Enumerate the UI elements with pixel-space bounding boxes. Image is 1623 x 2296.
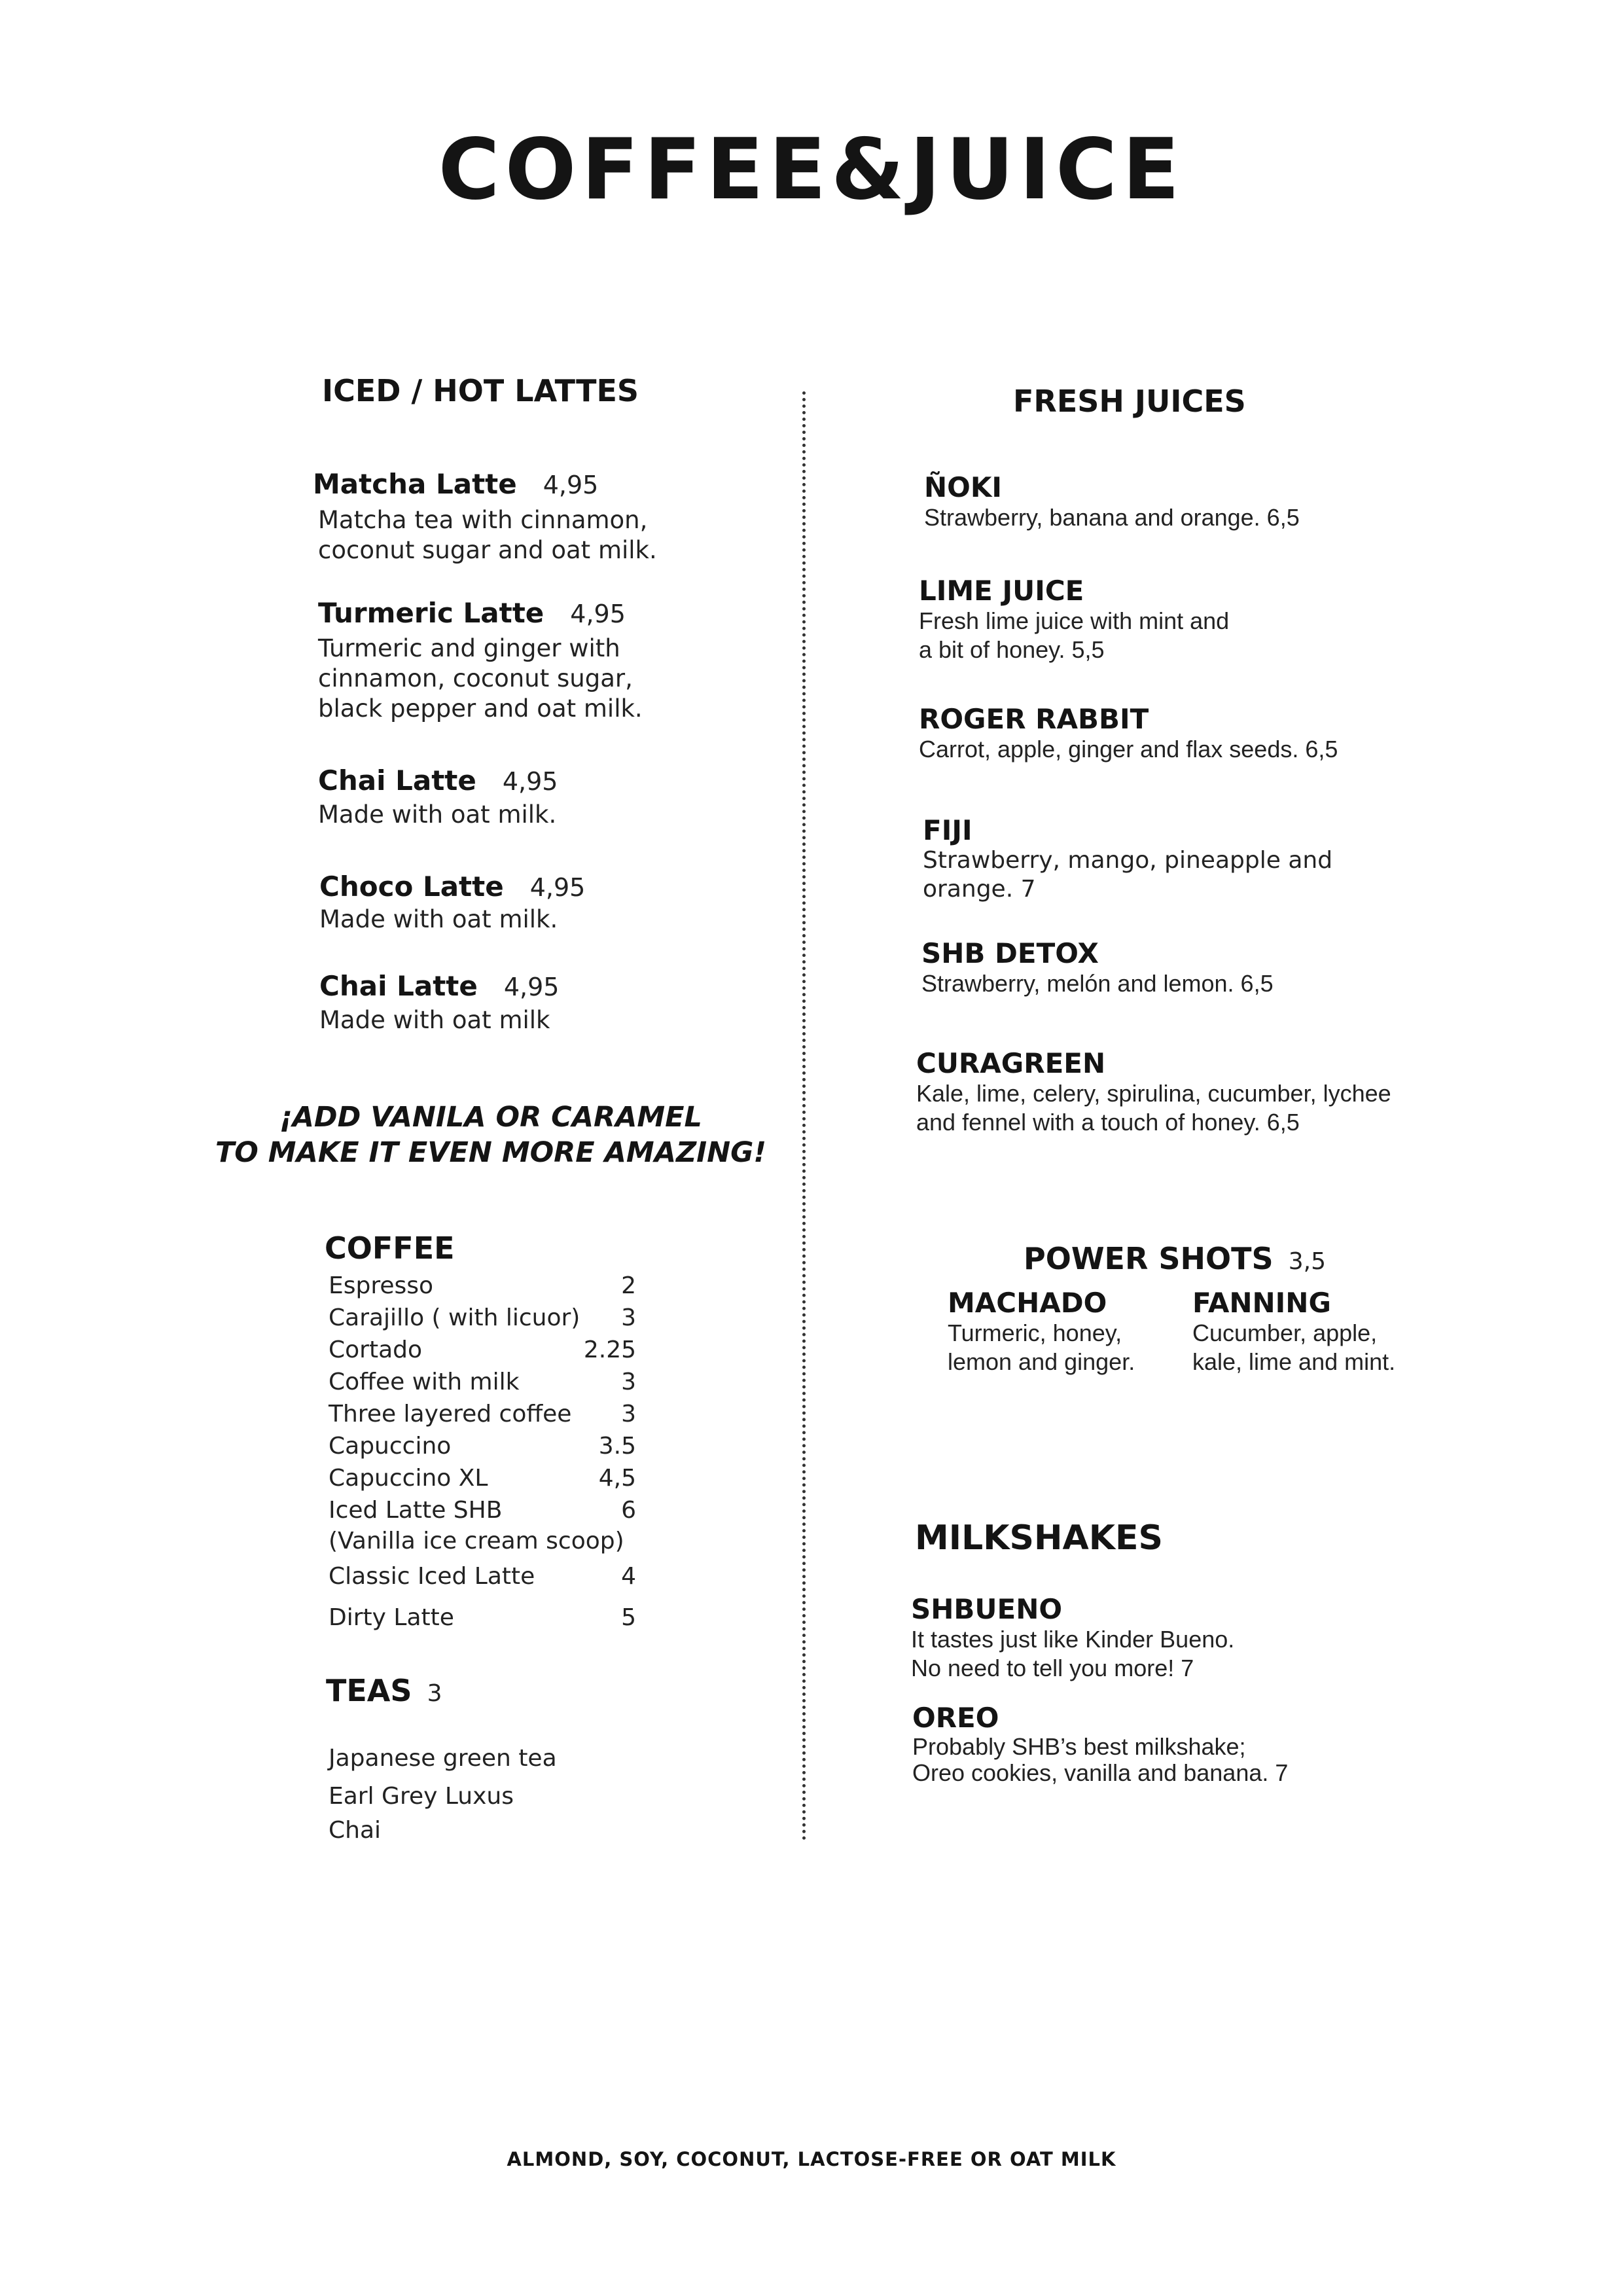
juice-item-noki — [924, 471, 1300, 532]
juice-name: ÑOKI — [924, 471, 1003, 503]
coffee-price: 3 — [621, 1369, 636, 1395]
latte-price: 4,95 — [543, 471, 599, 499]
coffee-name: Dirty Latte — [329, 1604, 454, 1631]
shot-desc: Turmeric, honey, — [948, 1319, 1122, 1346]
coffee-price: 3 — [621, 1401, 636, 1427]
juice-desc: a bit of honey. 5,5 — [919, 636, 1105, 663]
promo-line: ¡ADD VANILA OR CARAMEL — [279, 1101, 702, 1134]
desc-line: Made with oat milk. — [319, 905, 558, 933]
latte-desc — [318, 634, 643, 724]
power-shots-title: POWER SHOTS — [1024, 1241, 1274, 1276]
milk-options-footer: ALMOND, SOY, COCONUT, LACTOSE-FREE OR OAT MILK — [507, 2148, 1116, 2170]
juice-item-lime — [919, 575, 1229, 664]
juice-desc: Carrot, apple, ginger and flax seeds. 6,5 — [919, 736, 1338, 762]
latte-desc — [319, 1005, 550, 1035]
juice-desc: Strawberry, melón and lemon. 6,5 — [921, 970, 1274, 997]
milkshake-oreo — [912, 1702, 1288, 1786]
coffee-item — [329, 1430, 636, 1462]
tea-item: Chai — [329, 1817, 382, 1844]
add-flavor-promo — [209, 1100, 772, 1170]
juice-name: SHB DETOX — [921, 937, 1099, 969]
coffee-item — [329, 1560, 636, 1592]
juice-desc: and fennel with a touch of honey. 6,5 — [916, 1109, 1300, 1136]
milkshake-name: SHBUENO — [911, 1593, 1063, 1625]
coffee-price: 2 — [621, 1272, 636, 1299]
coffee-price: 6 — [621, 1497, 636, 1524]
coffee-name: Carajillo ( with licuor) — [329, 1304, 580, 1331]
desc-line: Made with oat milk — [319, 1006, 550, 1034]
teas-title: TEAS — [326, 1673, 412, 1708]
milkshake-desc: Probably SHB’s best milkshake; — [912, 1733, 1246, 1760]
column-divider — [802, 391, 806, 1841]
latte-item-turmeric — [318, 597, 626, 629]
coffee-heading: COFFEE — [325, 1230, 455, 1266]
desc-line: cinnamon, coconut sugar, — [318, 664, 633, 692]
coffee-item — [329, 1462, 636, 1494]
desc-line: Made with oat milk. — [318, 800, 557, 829]
shot-desc: kale, lime and mint. — [1192, 1348, 1396, 1375]
power-shots-price: 3,5 — [1288, 1248, 1327, 1275]
coffee-price: 3.5 — [598, 1433, 636, 1460]
latte-desc — [319, 905, 558, 935]
power-shot-fanning — [1192, 1287, 1395, 1376]
menu-title: COFFEE&JUICE — [438, 121, 1185, 219]
desc-line: coconut sugar and oat milk. — [318, 536, 657, 564]
coffee-name: Classic Iced Latte — [329, 1563, 535, 1590]
coffee-list — [329, 1270, 636, 1634]
latte-name: Choco Latte — [319, 870, 504, 903]
coffee-price: 3 — [621, 1304, 636, 1331]
latte-item-chai — [318, 764, 558, 797]
milkshake-desc: Oreo cookies, vanilla and banana. 7 — [912, 1759, 1289, 1786]
milkshakes-heading: MILKSHAKES — [915, 1518, 1164, 1558]
juice-name: LIME JUICE — [919, 575, 1084, 607]
coffee-name: Iced Latte SHB — [329, 1497, 503, 1524]
juice-desc: Strawberry, banana and orange. 6,5 — [924, 504, 1300, 531]
juice-desc: orange. 7 — [923, 876, 1036, 903]
juice-name: ROGER RABBIT — [919, 703, 1149, 735]
teas-list — [329, 1740, 557, 1850]
juice-item-roger-rabbit — [919, 703, 1338, 764]
latte-name: Chai Latte — [319, 970, 478, 1002]
coffee-price: 5 — [621, 1604, 636, 1631]
coffee-item — [329, 1602, 636, 1634]
lattes-heading: ICED / HOT LATTES — [322, 373, 639, 408]
shot-desc: lemon and ginger. — [948, 1348, 1135, 1375]
latte-price: 4,95 — [570, 600, 626, 628]
latte-item-choco — [319, 870, 585, 903]
milkshake-desc: It tastes just like Kinder Bueno. — [911, 1626, 1235, 1653]
latte-price: 4,95 — [502, 767, 558, 796]
teas-price: 3 — [427, 1680, 442, 1707]
latte-name: Matcha Latte — [313, 468, 517, 500]
latte-item-matcha — [313, 468, 598, 500]
coffee-note: (Vanilla ice cream scoop) — [329, 1528, 624, 1554]
coffee-item — [329, 1270, 636, 1302]
juice-item-curagreen — [916, 1047, 1391, 1137]
desc-line: black pepper and oat milk. — [318, 694, 643, 723]
coffee-name: Capuccino XL — [329, 1465, 488, 1492]
juice-item-fiji — [923, 814, 1332, 904]
shot-name: MACHADO — [948, 1287, 1107, 1319]
latte-price: 4,95 — [529, 873, 586, 902]
tea-item: Earl Grey Luxus — [329, 1783, 514, 1810]
coffee-item — [329, 1302, 636, 1334]
teas-heading — [326, 1673, 442, 1708]
milkshake-name: OREO — [912, 1702, 999, 1734]
juice-desc: Fresh lime juice with mint and — [919, 607, 1230, 634]
latte-name: Chai Latte — [318, 764, 476, 797]
juice-desc: Kale, lime, celery, spirulina, cucumber, lychee — [916, 1080, 1391, 1107]
coffee-price: 2.25 — [583, 1336, 636, 1363]
latte-price: 4,95 — [503, 973, 560, 1001]
coffee-price: 4,5 — [598, 1465, 636, 1492]
milkshake-desc: No need to tell you more! 7 — [911, 1655, 1194, 1681]
shot-name: FANNING — [1192, 1287, 1331, 1319]
desc-line: Matcha tea with cinnamon, — [318, 506, 648, 534]
juice-item-shb-detox — [921, 937, 1274, 998]
latte-desc — [318, 800, 556, 830]
juice-desc: Strawberry, mango, pineapple and — [923, 847, 1333, 874]
shot-desc: Cucumber, apple, — [1192, 1319, 1378, 1346]
tea-item: Japanese green tea — [329, 1745, 557, 1772]
juice-name: FIJI — [923, 814, 972, 846]
coffee-item — [329, 1366, 636, 1398]
power-shot-machado — [948, 1287, 1135, 1376]
coffee-price: 4 — [621, 1563, 636, 1590]
latte-name: Turmeric Latte — [318, 597, 544, 629]
coffee-item — [329, 1334, 636, 1366]
coffee-name: Espresso — [329, 1272, 434, 1299]
coffee-name: Coffee with milk — [329, 1369, 520, 1395]
coffee-name: Capuccino — [329, 1433, 452, 1460]
juice-name: CURAGREEN — [916, 1047, 1106, 1079]
desc-line: Turmeric and ginger with — [318, 634, 620, 662]
power-shots-heading — [1024, 1241, 1326, 1276]
latte-desc — [318, 505, 657, 565]
promo-line: TO MAKE IT EVEN MORE AMAZING! — [215, 1136, 767, 1169]
latte-item-chai-2 — [319, 970, 559, 1002]
coffee-item — [329, 1494, 636, 1526]
milkshake-shbueno — [911, 1593, 1234, 1683]
coffee-name: Cortado — [329, 1336, 423, 1363]
coffee-name: Three layered coffee — [329, 1401, 572, 1427]
coffee-item — [329, 1398, 636, 1430]
juices-heading: FRESH JUICES — [1013, 384, 1246, 419]
